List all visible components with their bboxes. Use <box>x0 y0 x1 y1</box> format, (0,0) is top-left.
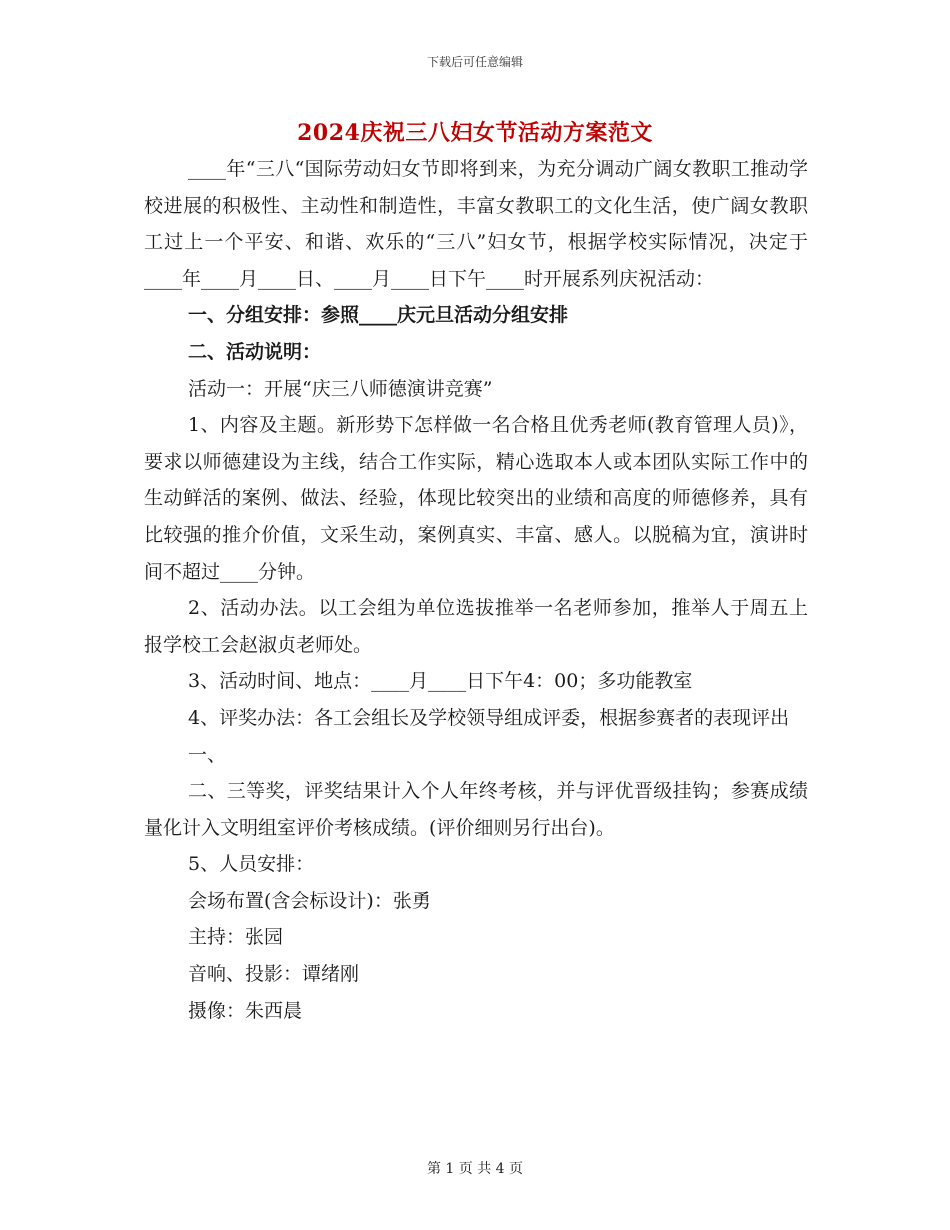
document-body <box>144 151 808 1029</box>
section-heading-grouping: 一、分组安排：参照____庆元旦活动分组安排 <box>188 304 569 327</box>
staff-camera: 摄像：朱西晨 <box>188 999 303 1022</box>
item-time-place: 3、活动时间、地点：____月____日下午4：00；多功能教室 <box>188 670 693 693</box>
item-staffing: 5、人员安排： <box>188 853 315 876</box>
staff-audio: 音响、投影：谭绪刚 <box>188 963 360 986</box>
header-note: 下载后可任意编辑 <box>426 55 523 69</box>
page-footer: 第 1 页 共 4 页 <box>426 1161 524 1177</box>
item-award-first: 一、 <box>188 743 227 766</box>
item-content-theme: 1、内容及主题。新形势下怎样做一名合格且优秀老师(教育管理人员)》，要求以师德建设为主线，结合工作实际，精心选取本人或本团队实际工作中的生动鲜活的案例、做法、经验，体现比较突出的业绩和高度的师德修养，具有比较强的推介价值，文采生动，案例真实、丰富、感人。以脱稿为宜，演讲时间不超过____分钟。 <box>144 414 808 583</box>
item-award-method: 4、评奖办法：各工会组长及学校领导组成评委，根据参赛者的表现评出 <box>188 706 790 729</box>
document-title: 2024庆祝三八妇女节活动方案范文 <box>297 120 653 146</box>
staff-host: 主持：张园 <box>188 926 284 949</box>
activity-one-heading: 活动一：开展“庆三八师德演讲竞赛” <box>188 377 493 400</box>
item-award-second-third: 二、三等奖，评奖结果计入个人年终考核，并与评优晋级挂钩；参赛成绩量化计入文明组室评价考核成绩。(评价细则另行出台)。 <box>144 780 808 839</box>
intro-paragraph: ____年“三八“国际劳动妇女节即将到来，为充分调动广阔女教职工推动学校进展的积极性、主动性和制造性，丰富女教职工的文化生活，使广阔女教职工过上一个平安、和谐、欢乐的“三八”妇女节，根据学校实际情况，决定于____年____月____日、____月____日下午____时开展系列庆祝活动： <box>144 158 808 290</box>
section-heading-activity: 二、活动说明： <box>188 340 322 363</box>
item-activity-method: 2、活动办法。以工会组为单位选拔推举一名老师参加，推举人于周五上报学校工会赵淑贞老师处。 <box>144 597 808 656</box>
staff-venue: 会场布置(含会标设计)：张勇 <box>188 889 431 912</box>
